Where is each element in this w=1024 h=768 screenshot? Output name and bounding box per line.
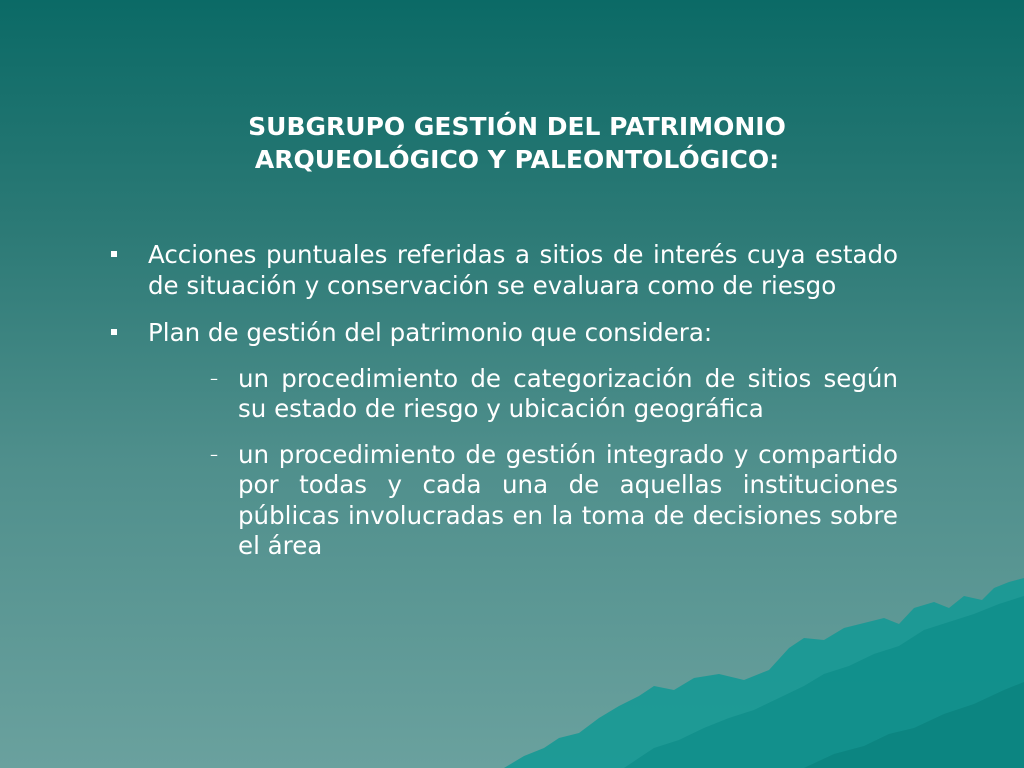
title-line-1: SUBGRUPO GESTIÓN DEL PATRIMONIO <box>248 112 786 141</box>
content-body <box>108 240 898 579</box>
square-bullet-icon <box>111 251 117 257</box>
iceberg-decoration <box>504 578 1024 768</box>
bullet-text: Plan de gestión del patrimonio que considera: <box>148 318 713 347</box>
sub-bullet-text: un procedimiento de gestión integrado y compartido por todas y cada una de aquellas instituciones públicas involucradas en la toma de decisiones sobre el área <box>238 439 898 560</box>
title-line-2: ARQUEOLÓGICO Y PALEONTOLÓGICO: <box>254 145 780 174</box>
sub-bullet-text: un procedimiento de categorización de sitios según su estado de riesgo y ubicación geográfica <box>238 363 898 423</box>
dash-icon: – <box>210 368 218 388</box>
dash-icon: – <box>210 444 218 464</box>
bullet-item <box>108 318 898 349</box>
slide-title <box>0 110 1024 176</box>
bullet-item <box>108 240 898 301</box>
sub-bullet-item <box>108 440 898 562</box>
bullet-text: Acciones puntuales referidas a sitios de interés cuya estado de situación y conservación se evaluara como de riesgo <box>148 240 898 300</box>
sub-bullet-item <box>108 364 898 425</box>
square-bullet-icon <box>111 329 117 335</box>
